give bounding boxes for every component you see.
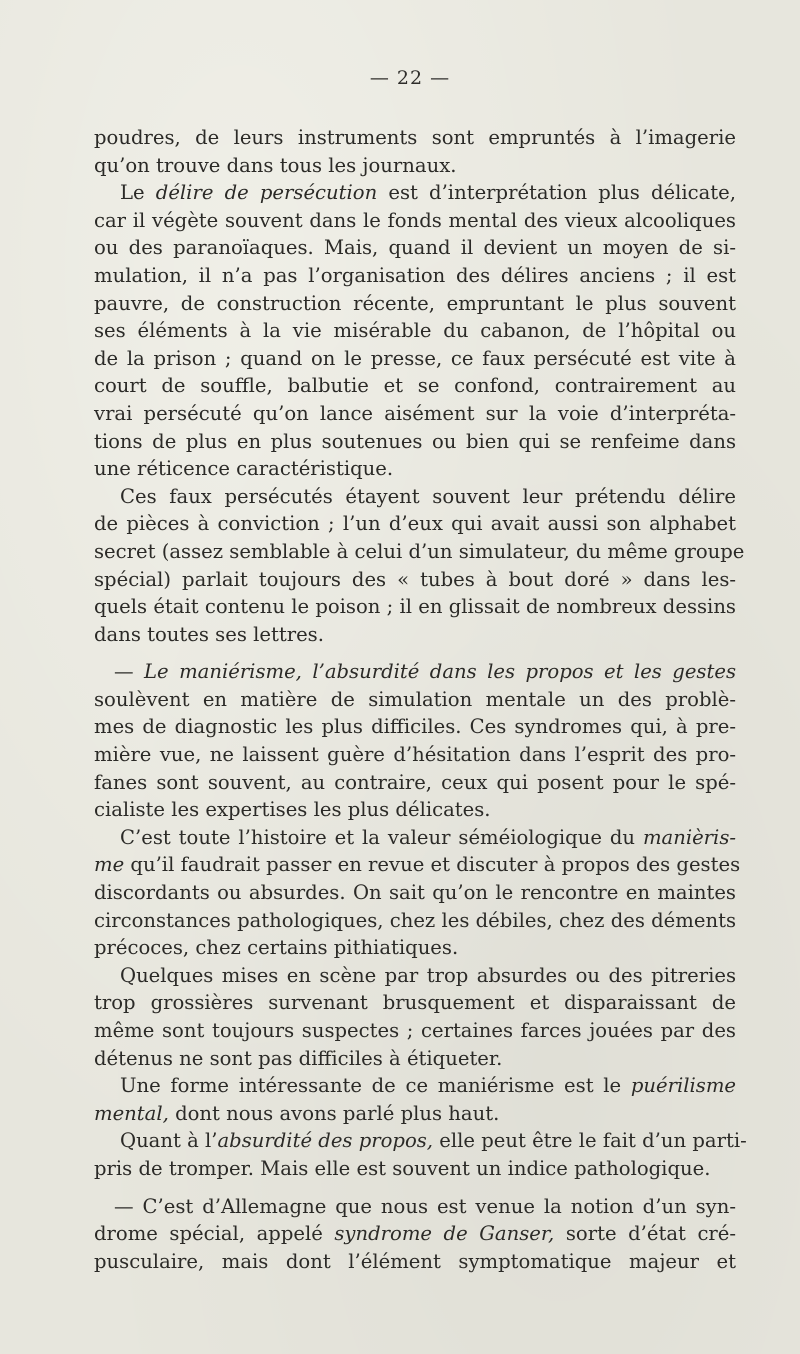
line-segment: C’est toute l’histoire et la valeur séméiologique du bbox=[120, 825, 643, 849]
text-line: mulation, il n’a pas l’organisation des délires anciens ; il est bbox=[94, 263, 736, 287]
line-segment: Le bbox=[120, 181, 156, 205]
text-line: discordants ou absurdes. On sait qu’on le rencontre en maintes bbox=[94, 881, 736, 905]
text-line bbox=[94, 179, 736, 207]
text-line: Quelques mises en scène par trop absurdes ou des pitreries bbox=[120, 963, 736, 987]
text-line: dans toutes ses lettres. bbox=[94, 622, 324, 646]
text-line bbox=[94, 824, 736, 852]
line-segment: Quant à l’ bbox=[120, 1129, 218, 1153]
text-line: trop grossières survenant brusquement et disparaissant de bbox=[94, 991, 736, 1015]
italic-term: syndrome de Ganser, bbox=[334, 1222, 555, 1246]
italic-term: mental, bbox=[94, 1101, 169, 1125]
italic-term: absurdité des propos, bbox=[217, 1129, 434, 1153]
text-line bbox=[94, 851, 741, 879]
text-line: de la prison ; quand on le presse, ce faux persécuté est vite à bbox=[94, 346, 736, 370]
text-line bbox=[94, 1127, 747, 1155]
text-line: mière vue, ne laissent guère d’hésitation dans l’esprit des pro- bbox=[94, 743, 736, 767]
text-line bbox=[94, 658, 736, 686]
line-segment: elle peut être le fait d’un parti- bbox=[433, 1129, 747, 1153]
text-line: précoces, chez certains pithiatiques. bbox=[94, 936, 459, 960]
line-segment: qu’il faudrait passer en revue et discuter à propos des gestes bbox=[124, 853, 741, 877]
text-line: détenus ne sont pas difficiles à étiqueter. bbox=[94, 1046, 503, 1070]
text-line: spécial) parlait toujours des « tubes à bout doré » dans les- bbox=[94, 567, 736, 591]
body-text bbox=[94, 124, 747, 1275]
text-line bbox=[94, 1100, 736, 1128]
text-line: car il végète souvent dans le fonds mental des vieux alcooliques bbox=[94, 208, 736, 232]
text-line: pusculaire, mais dont l’élément symptomatique majeur et bbox=[94, 1249, 736, 1273]
text-line: ou des paranoïaques. Mais, quand il devient un moyen de si- bbox=[94, 236, 736, 260]
line-segment: sorte d’état cré- bbox=[554, 1222, 736, 1246]
italic-term: Le maniérisme, l’absurdité dans les propos et les gestes bbox=[144, 660, 736, 684]
text-line: mes de diagnostic les plus difficiles. Ces syndromes qui, à pre- bbox=[94, 715, 736, 739]
text-line: vrai persécuté qu’on lance aisément sur la voie d’interpréta- bbox=[94, 401, 736, 425]
text-line: secret (assez semblable à celui d’un simulateur, du même groupe bbox=[94, 539, 745, 563]
text-line: pauvre, de construction récente, empruntant le plus souvent bbox=[94, 291, 736, 315]
text-line: cialiste les expertises les plus délicates. bbox=[94, 798, 491, 822]
line-segment: — bbox=[114, 660, 145, 684]
line-segment: Une forme intéressante de ce maniérisme est le bbox=[120, 1074, 631, 1098]
text-line: tions de plus en plus soutenues ou bien qui se renfeime dans bbox=[94, 429, 736, 453]
text-line: même sont toujours suspectes ; certaines farces jouées par des bbox=[94, 1019, 736, 1042]
text-line: circonstances pathologiques, chez les débiles, chez des déments bbox=[94, 908, 736, 932]
text-line: Ces faux persécutés étayent souvent leur prétendu délire bbox=[120, 484, 736, 508]
text-line: ses éléments à la vie misérable du cabanon, de l’hôpital ou bbox=[94, 319, 736, 343]
text-line: poudres, de leurs instruments sont empruntés à l’imagerie bbox=[94, 126, 736, 149]
text-line: soulèvent en matière de simulation mentale un des problè- bbox=[94, 687, 736, 711]
line-segment: drome spécial, appelé bbox=[94, 1222, 335, 1246]
line-segment: dont nous avons parlé plus haut. bbox=[168, 1101, 500, 1125]
text-line bbox=[94, 1072, 736, 1100]
line-segment: — C’est d’Allemagne que nous est venue la notion d’un syn- bbox=[114, 1194, 736, 1218]
text-line: qu’on trouve dans tous les journaux. bbox=[94, 153, 457, 177]
text-line: pris de tromper. Mais elle est souvent un indice pathologique. bbox=[94, 1156, 711, 1180]
italic-term: manièris- bbox=[642, 825, 736, 849]
line-segment: est d’interprétation plus délicate, bbox=[377, 181, 736, 205]
text-line: quels était contenu le poison ; il en glissait de nombreux dessins bbox=[94, 595, 736, 619]
text-line: court de souffle, balbutie et se confond, contrairement au bbox=[94, 374, 736, 398]
text-line: fanes sont souvent, au contraire, ceux qui posent pour le spé- bbox=[94, 770, 736, 794]
page-number: — 22 — bbox=[369, 67, 451, 89]
italic-term: puérilisme bbox=[630, 1074, 736, 1098]
text-line bbox=[94, 1220, 736, 1248]
text-line: de pièces à conviction ; l’un d’eux qui avait aussi son alphabet bbox=[94, 512, 736, 536]
text-line bbox=[94, 1193, 736, 1221]
italic-term: délire de persécution bbox=[155, 181, 378, 205]
italic-term: me bbox=[94, 853, 125, 877]
text-line: une réticence caractéristique. bbox=[94, 457, 394, 481]
